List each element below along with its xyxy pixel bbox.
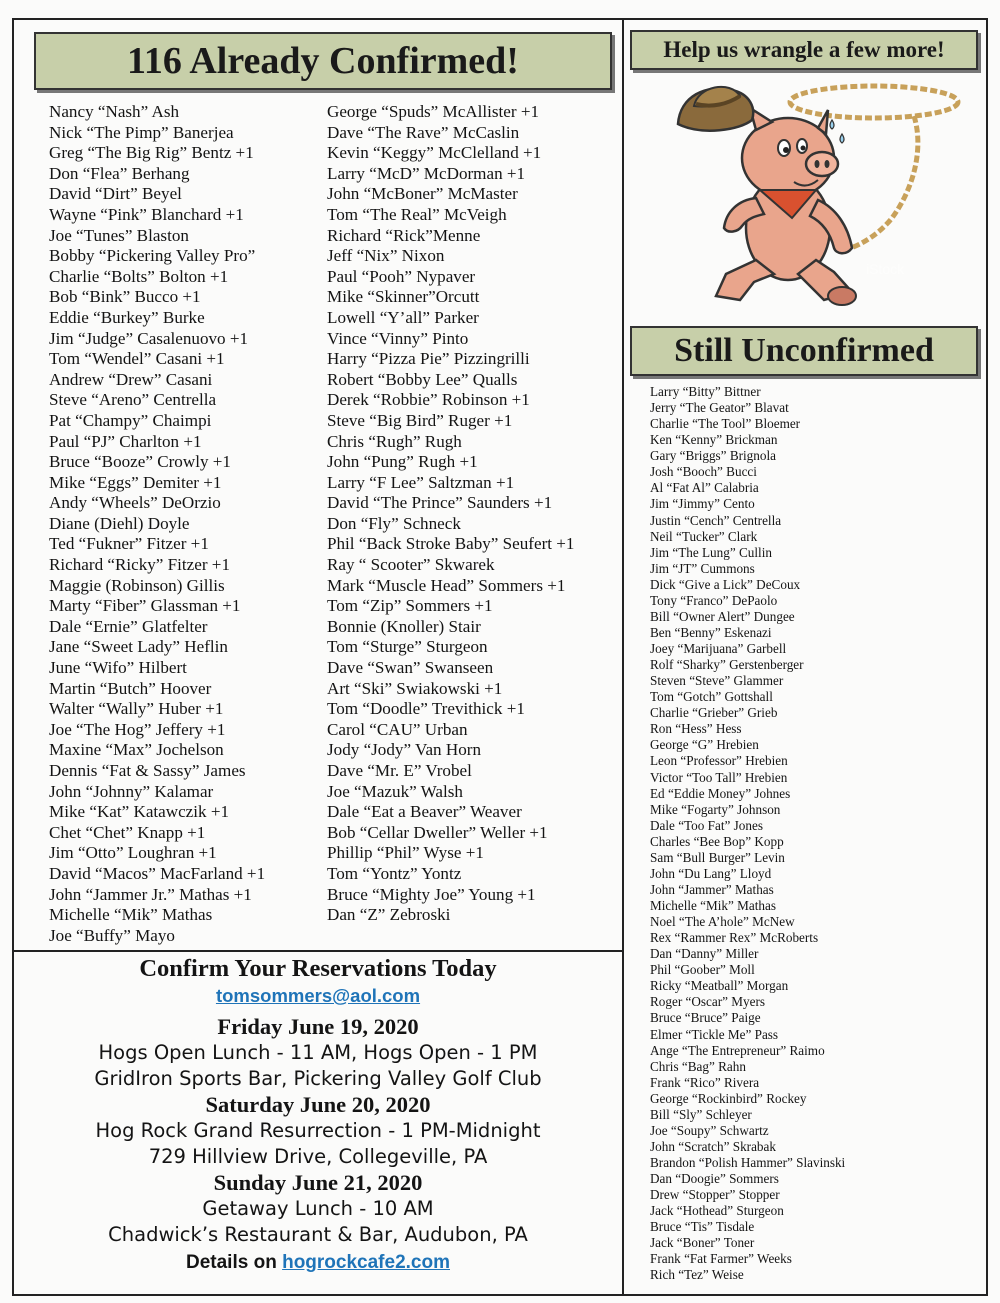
confirmed-name: Tom “Wendel” Casani +1 <box>49 349 225 369</box>
confirmed-name: Phil “Back Stroke Baby” Seufert +1 <box>327 534 575 554</box>
cowboy-pig-illustration <box>656 78 968 318</box>
day-1-venue: GridIron Sports Bar, Pickering Valley Golf Club <box>94 1066 542 1090</box>
cowboy-hat-icon <box>678 87 753 131</box>
unconfirmed-name: Charlie “Grieber” Grieb <box>650 705 778 721</box>
confirmed-name: Vince “Vinny” Pinto <box>327 328 469 348</box>
confirmed-name: Tom “Doodle” Trevithick +1 <box>327 699 525 719</box>
unconfirmed-name: Jim “Jimmy” Cento <box>650 496 755 512</box>
day-2-event: Hog Rock Grand Resurrection - 1 PM-Midnight <box>95 1119 541 1142</box>
confirmed-name: Walter “Wally” Huber +1 <box>49 699 224 719</box>
unconfirmed-name: John “Jammer” Mathas <box>650 881 774 897</box>
unconfirmed-name: Dale “Too Fat” Jones <box>650 817 763 833</box>
unconfirmed-name: Rex “Rammer Rex” McRoberts <box>650 930 819 946</box>
unconfirmed-name: Dan “Doogie” Sommers <box>650 1171 779 1187</box>
confirmed-name: Tom “The Real” McVeigh <box>327 204 507 224</box>
unconfirmed-name: Ken “Kenny” Brickman <box>650 432 778 448</box>
unconfirmed-name: Jim “The Lung” Cullin <box>650 544 772 560</box>
confirmed-name: Paul “Pooh” Nypaver <box>327 266 476 286</box>
confirmed-name: Jeff “Nix” Nixon <box>327 246 445 266</box>
unconfirmed-name: Bruce “Bruce” Paige <box>650 1010 761 1026</box>
confirmed-name: Lowell “Y’all” Parker <box>327 307 479 327</box>
confirmed-name: Derek “Robbie” Robinson +1 <box>327 390 530 410</box>
confirmed-name: Jim “Judge” Casalenuovo +1 <box>49 328 249 348</box>
confirmed-name: Bruce “Mighty Joe” Young +1 <box>327 884 536 904</box>
confirmed-name: Steve “Areno” Centrella <box>49 390 217 410</box>
confirmed-name: Maxine “Max” Jochelson <box>49 740 224 760</box>
confirmed-name: Richard “Ricky” Fitzer +1 <box>49 555 230 575</box>
confirmed-list-column-2 <box>327 102 574 926</box>
watermark-text: iStock <box>866 261 905 277</box>
unconfirmed-name: Dick “Give a Lick” DeCoux <box>650 576 801 592</box>
confirmed-name: Harry “Pizza Pie” Pizzingrilli <box>327 349 530 369</box>
day-3-event: Getaway Lunch - 10 AM <box>202 1197 434 1220</box>
confirmed-name: Jody “Jody” Van Horn <box>327 740 481 760</box>
confirmed-name: Dave “Mr. E” Vrobel <box>327 761 472 780</box>
email-link[interactable]: tomsommers@aol.com <box>215 985 421 1006</box>
confirmed-list-column-1 <box>49 102 265 946</box>
confirmed-name: Paul “PJ” Charlton +1 <box>49 431 202 451</box>
reservation-section <box>12 955 624 1277</box>
confirmed-name: Larry “McD” McDorman +1 <box>327 163 526 183</box>
confirmed-name: Dale “Eat a Beaver” Weaver <box>327 802 522 822</box>
unconfirmed-name: Rich “Tez” Weise <box>650 1267 744 1283</box>
confirmed-name: Wayne “Pink” Blanchard +1 <box>49 204 244 224</box>
unconfirmed-name: John “Scratch” Skrabak <box>650 1138 776 1154</box>
confirmed-name: Jim “Otto” Loughran +1 <box>49 843 217 863</box>
unconfirmed-name: Jack “Boner” Toner <box>650 1235 755 1251</box>
unconfirmed-name: Sam “Bull Burger” Levin <box>650 849 785 865</box>
confirmed-name: Jane “Sweet Lady” Heflin <box>49 637 228 657</box>
unconfirmed-name: Frank “Rico” Rivera <box>650 1074 760 1090</box>
confirmed-name: Don “Fly” Schneck <box>327 513 461 533</box>
unconfirmed-name: Tom “Gotch” Gottshall <box>650 689 773 705</box>
unconfirmed-name: Ron “Hess” Hess <box>650 721 742 737</box>
unconfirmed-name: Ricky “Meatball” Morgan <box>650 978 789 994</box>
confirmed-name: Tom “Yontz” Yontz <box>327 863 462 883</box>
unconfirmed-name: Roger “Oscar” Myers <box>650 994 765 1010</box>
confirmed-name: Dale “Ernie” Glatfelter <box>49 616 208 636</box>
details-prefix: Details on <box>186 1252 277 1273</box>
day-3-venue: Chadwick’s Restaurant & Bar, Audubon, PA <box>108 1222 528 1246</box>
unconfirmed-name: Dan “Danny” Miller <box>650 946 759 962</box>
unconfirmed-name: Gary “Briggs” Brignola <box>650 448 776 464</box>
confirmed-name: Joe “Tunes” Blaston <box>49 225 189 245</box>
confirmed-name: Nancy “Nash” Ash <box>49 102 180 121</box>
section-divider <box>12 950 624 952</box>
unconfirmed-name: George “Rockinbird” Rockey <box>650 1090 807 1106</box>
confirmed-name: Bob “Bink” Bucco +1 <box>49 287 201 307</box>
day-1-event: Hogs Open Lunch - 11 AM, Hogs Open - 1 PM <box>98 1041 538 1064</box>
unconfirmed-name: Steven “Steve” Glammer <box>650 673 784 689</box>
confirmed-name: Mike “Eggs” Demiter +1 <box>49 472 222 492</box>
unconfirmed-name: Ange “The Entrepreneur” Raimo <box>650 1042 825 1058</box>
confirmed-name: Bobby “Pickering Valley Pro” <box>49 246 256 266</box>
unconfirmed-name: Joey “Marijuana” Garbell <box>650 641 787 656</box>
confirmed-name: Marty “Fiber” Glassman +1 <box>49 596 241 616</box>
confirmed-name: Nick “The Pimp” Banerjea <box>49 122 234 142</box>
unconfirmed-name: Jerry “The Geator” Blavat <box>650 400 789 416</box>
unconfirmed-name: Brandon “Polish Hammer” Slavinski <box>650 1155 846 1170</box>
help-banner: Help us wrangle a few more! <box>630 30 978 70</box>
unconfirmed-name: George “G” Hrebien <box>650 737 759 753</box>
reservation-heading: Confirm Your Reservations Today <box>139 955 497 982</box>
confirmed-name: Mike “Skinner”Orcutt <box>327 287 480 307</box>
day-2-date: Saturday June 20, 2020 <box>205 1092 431 1117</box>
confirmed-name: Ted “Fukner” Fitzer +1 <box>49 534 209 554</box>
details-line <box>12 1249 624 1277</box>
unconfirmed-name: Justin “Cench” Centrella <box>650 512 782 528</box>
confirmed-name: David “The Prince” Saunders +1 <box>327 493 553 513</box>
confirmed-name: Carol “CAU” Urban <box>327 719 468 739</box>
website-link[interactable]: hogrockcafe2.com <box>282 1252 450 1273</box>
unconfirmed-list <box>650 384 845 1284</box>
confirmed-name: Bruce “Booze” Crowly +1 <box>49 452 231 472</box>
confirmed-name: Andy “Wheels” DeOrzio <box>49 493 221 513</box>
confirmed-name: Maggie (Robinson) Gillis <box>49 575 225 595</box>
unconfirmed-name: Michelle “Mik” Mathas <box>650 898 776 913</box>
confirmed-name: Dennis “Fat & Sassy” James <box>49 761 246 780</box>
unconfirmed-name: Joe “Soupy” Schwartz <box>650 1122 769 1138</box>
confirmed-name: June “Wifo” Hilbert <box>49 658 187 678</box>
confirmed-name: Bonnie (Knoller) Stair <box>327 616 481 636</box>
day-3-date: Sunday June 21, 2020 <box>213 1170 423 1195</box>
confirmed-name: Charlie “Bolts” Bolton +1 <box>49 266 229 286</box>
confirmed-name: Ray “ Scooter” Skwarek <box>327 555 495 575</box>
confirmed-name: Mark “Muscle Head” Sommers +1 <box>327 575 566 595</box>
confirmed-name: Robert “Bobby Lee” Qualls <box>327 369 518 389</box>
confirmed-name: Chris “Rugh” Rugh <box>327 431 462 451</box>
unconfirmed-name: Rolf “Sharky” Gerstenberger <box>650 657 804 673</box>
confirmed-name: Mike “Kat” Katawczik +1 <box>49 802 230 822</box>
confirmed-name: John “Pung” Rugh +1 <box>327 452 478 472</box>
day-2-venue: 729 Hillview Drive, Collegeville, PA <box>148 1144 488 1168</box>
unconfirmed-name: Phil “Goober” Moll <box>650 962 755 978</box>
confirmed-name: Richard “Rick”Menne <box>327 225 481 245</box>
confirmed-name: Pat “Champy” Chaimpi <box>49 410 212 430</box>
unconfirmed-name: Victor “Too Tall” Hrebien <box>650 769 788 785</box>
confirmed-name: Michelle “Mik” Mathas <box>49 905 213 925</box>
confirmed-name: Dave “The Rave” McCaslin <box>327 122 520 142</box>
confirmed-name: Martin “Butch” Hoover <box>49 678 212 698</box>
unconfirmed-name: Ben “Benny” Eskenazi <box>650 624 772 640</box>
unconfirmed-name: Noel “The A’hole” McNew <box>650 914 795 930</box>
unconfirmed-name: Bill “Owner Alert” Dungee <box>650 608 795 624</box>
confirmed-name: Joe “Buffy” Mayo <box>49 925 175 945</box>
confirmed-name: Steve “Big Bird” Ruger +1 <box>327 410 513 430</box>
unconfirmed-name: Leon “Professor” Hrebien <box>650 753 788 769</box>
unconfirmed-name: Drew “Stopper” Stopper <box>650 1187 780 1203</box>
confirmed-name: Diane (Diehl) Doyle <box>49 513 190 533</box>
confirmed-banner: 116 Already Confirmed! <box>34 32 612 90</box>
confirmed-name: Joe “Mazuk” Walsh <box>327 781 463 801</box>
unconfirmed-name: Frank “Fat Farmer” Weeks <box>650 1251 792 1267</box>
unconfirmed-name: John “Du Lang” Lloyd <box>650 865 772 881</box>
confirmed-name: Kevin “Keggy” McClelland +1 <box>327 143 542 163</box>
unconfirmed-name: Ed “Eddie Money” Johnes <box>650 785 791 801</box>
confirmed-name: Chet “Chet” Knapp +1 <box>49 822 206 842</box>
confirmed-name: John “Jammer Jr.” Mathas +1 <box>49 884 252 904</box>
confirmed-name: Joe “The Hog” Jeffery +1 <box>49 719 226 739</box>
unconfirmed-name: Larry “Bitty” Bittner <box>650 384 761 399</box>
unconfirmed-name: Charles “Bee Bop” Kopp <box>650 833 784 849</box>
confirmed-name: Art “Ski” Swiakowski +1 <box>327 678 503 698</box>
unconfirmed-name: Jack “Hothead” Sturgeon <box>650 1203 784 1219</box>
confirmed-name: John “McBoner” McMaster <box>327 184 518 204</box>
confirmed-name: Tom “Sturge” Sturgeon <box>327 637 488 657</box>
confirmed-name: Dan “Z” Zebroski <box>327 905 451 925</box>
confirmed-name: Tom “Zip” Sommers +1 <box>327 596 493 616</box>
confirmed-name: Larry “F Lee” Saltzman +1 <box>327 472 515 492</box>
unconfirmed-banner: Still Unconfirmed <box>630 326 978 376</box>
confirmed-name: David “Macos” MacFarland +1 <box>49 863 266 883</box>
unconfirmed-name: Josh “Booch” Bucci <box>650 464 757 480</box>
confirmed-name: Greg “The Big Rig” Bentz +1 <box>49 143 254 163</box>
unconfirmed-name: Bill “Sly” Schleyer <box>650 1106 752 1122</box>
unconfirmed-name: Tony “Franco” DePaolo <box>650 592 778 608</box>
confirmed-name: Dave “Swan” Swanseen <box>327 658 494 678</box>
confirmed-name: Don “Flea” Berhang <box>49 163 190 183</box>
confirmed-name: Phillip “Phil” Wyse +1 <box>327 843 484 863</box>
unconfirmed-name: Al “Fat Al” Calabria <box>650 480 759 496</box>
unconfirmed-name: Jim “JT” Cummons <box>650 560 755 576</box>
confirmed-name: David “Dirt” Beyel <box>49 184 182 204</box>
unconfirmed-name: Bruce “Tis” Tisdale <box>650 1219 755 1235</box>
confirmed-name: Bob “Cellar Dweller” Weller +1 <box>327 822 548 842</box>
unconfirmed-name: Neil “Tucker” Clark <box>650 528 758 544</box>
unconfirmed-name: Mike “Fogarty” Johnson <box>650 801 781 817</box>
day-1-date: Friday June 19, 2020 <box>217 1014 419 1039</box>
unconfirmed-name: Charlie “The Tool” Bloemer <box>650 416 801 432</box>
confirmed-name: George “Spuds” McAllister +1 <box>327 102 540 121</box>
confirmed-name: John “Johnny” Kalamar <box>49 781 214 801</box>
confirmed-name: Andrew “Drew” Casani <box>49 369 213 389</box>
confirmed-name: Eddie “Burkey” Burke <box>49 307 205 327</box>
unconfirmed-name: Elmer “Tickle Me” Pass <box>650 1026 779 1042</box>
unconfirmed-name: Chris “Bag” Rahn <box>650 1058 746 1074</box>
